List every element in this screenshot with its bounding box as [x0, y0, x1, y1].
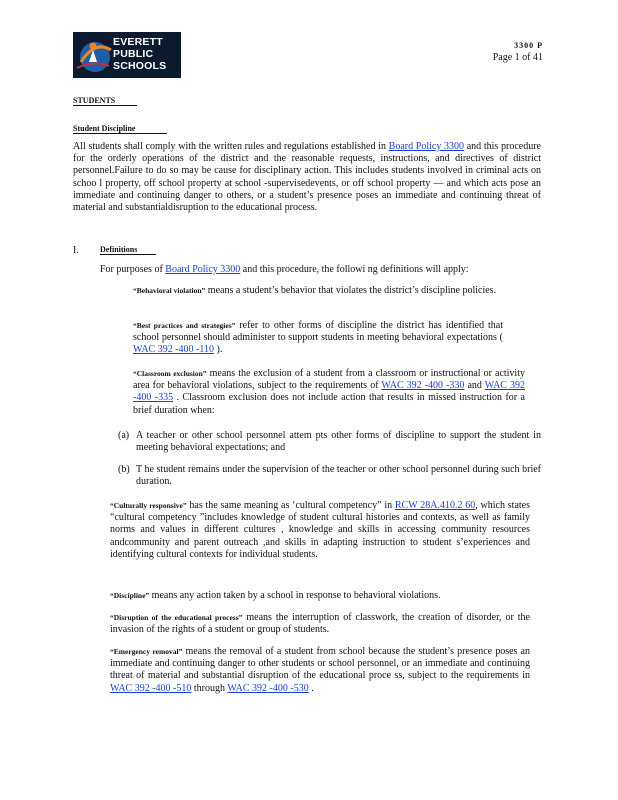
page-number: Page 1 of 41 — [492, 52, 543, 63]
definition-item: “Emergency removal” means the removal of a student from school because the student’s presence poses an immediate and continuing danger to other students or school personnel, or an immediate and continuing threat of material and substantial disruption of the educational proce ss, subject to the requirements in WAC 392 -400 -510 through WAC 392 -400 -530 . — [110, 646, 530, 694]
wac-link[interactable]: WAC 392 -400 -110 — [133, 344, 215, 356]
document-code: 3300 P — [514, 41, 543, 50]
board-policy-link-2[interactable]: Board Policy 3300 — [165, 264, 241, 275]
section-subtitle: Student Discipline — [73, 124, 167, 134]
definition-item: “Classroom exclusion” means the exclusion of a student from a classroom or instructional or activity area for behavioral violations, subject to the requirements of WAC 392 -400 -330 and WAC 392 -400 -335 . Classroom exclusion does not include action that results in missed instruction for a brief duration when: — [133, 368, 525, 416]
definitions-heading: Definitions — [100, 245, 156, 255]
definition-item: “Best practices and strategies” refer to other forms of discipline the district has identified that school personnel should administer to support students in meeting behavioral expectations ( WAC 392 -400 -110 ). — [133, 320, 504, 356]
board-policy-link[interactable]: Board Policy 3300 — [388, 141, 465, 152]
intro-paragraph: All students shall comply with the written rules and regulations established in Board Policy 3300 and this procedure for the orderly operations of the district and the reasonable requests, instructions, and directives of district personnel.Failure to do so may be cause for disciplinary action. This includes students involved in criminal acts on schoo l property, off school property at school -supervisedevents, or off school property — and which acts pose an immediate and continuing danger to others, or a student’s presence poses an immediate and continuing threat of material and substantialdisruption to the educational process. — [73, 141, 541, 214]
district-logo — [73, 32, 181, 78]
wac-link[interactable]: WAC 392 -400 -530 — [227, 682, 309, 694]
sub-item-label: (a) — [118, 430, 130, 441]
logo-wordmark: EVERETT PUBLIC SCHOOLS — [113, 36, 167, 72]
definition-item: “Culturally responsive” has the same meaning as ‘cultural competency” in RCW 28A.410.2 60, which states “cultural competency ”includes knowledge of student cultural histories and contexts, as well as family norms and values in different cultures , knowledge and skills in accessing community resources andcommunity and parent outreach ,and skills in adapting instruction to student s’experiences and identifying cultural contexts for individual students. — [110, 500, 530, 560]
section-title: STUDENTS — [73, 96, 137, 106]
sub-item-text: A teacher or other school personnel attem pts other forms of discipline to support the student in meeting behavioral expectations; and — [136, 430, 541, 454]
wac-link[interactable]: WAC 392 -400 -330 — [381, 380, 465, 392]
definition-item: “Behavioral violation” means a student’s behavior that violates the district’s discipline policies. — [133, 285, 497, 296]
definitions-intro: For purposes of Board Policy 3300 and this procedure, the followi ng definitions will apply: — [100, 264, 469, 275]
wac-link[interactable]: WAC 392 -400 -335 — [133, 380, 525, 404]
definition-item: “Discipline” means any action taken by a school in response to behavioral violations. — [110, 590, 441, 601]
sub-item-label: (b) — [118, 464, 130, 475]
page-header — [493, 40, 543, 64]
definition-item: “Disruption of the educational process” means the interruption of classwork, the creation of disorder, or the invasion of the rights of a student or group of students. — [110, 612, 530, 636]
rcw-link[interactable]: RCW 28A.410.2 60 — [394, 500, 476, 511]
wac-link[interactable]: WAC 392 -400 -510 — [110, 682, 192, 694]
section-number: I. — [73, 245, 79, 256]
sub-item-text: T he student remains under the supervision of the teacher or other school personnel during such brief duration. — [136, 464, 541, 488]
